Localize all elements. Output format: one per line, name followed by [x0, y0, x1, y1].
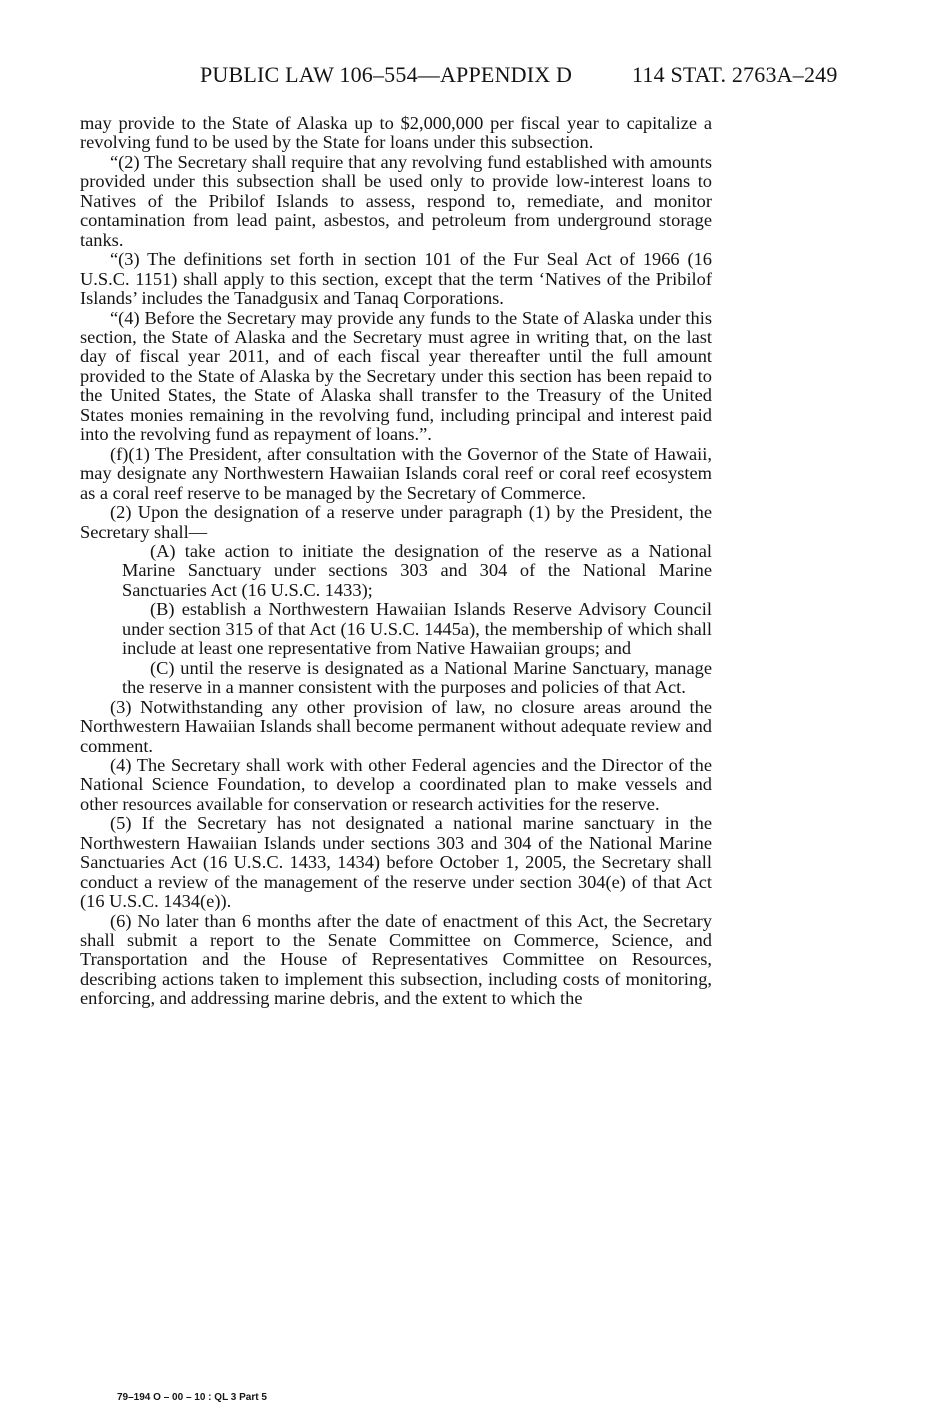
paragraph: may provide to the State of Alaska up to $2,000,000 per fiscal year to capitalize a revolving fund to be used by the State for loans under this subsection.: [80, 113, 712, 153]
paragraph: “(4) Before the Secretary may provide any funds to the State of Alaska under this section, the State of Alaska and the Secretary must agree in writing that, on the last day of fiscal year 2011, and of each fiscal year thereafter until the full amount provided to the State of Alaska by the Secretary under this section has been repaid to the United States, the State of Alaska shall transfer to the Treasury of the United States monies remaining in the revolving fund, including principal and interest paid into the revolving fund as repayment of loans.”.: [80, 307, 712, 445]
subparagraph: (A) take action to initiate the designation of the reserve as a National Marine Sanctuary under sections 303 and 304 of the National Marine Sanctuaries Act (16 U.S.C. 1433);: [122, 540, 712, 600]
paragraph: (2) Upon the designation of a reserve under paragraph (1) by the President, the Secretary shall—: [80, 502, 712, 542]
page-header: [200, 62, 860, 88]
paragraph: (f)(1) The President, after consultation with the Governor of the State of Hawaii, may designate any Northwestern Hawaiian Islands coral reef or coral reef ecosystem as a coral reef reserve to be managed by the Secretary of Commerce.: [80, 443, 712, 503]
subparagraph: (B) establish a Northwestern Hawaiian Islands Reserve Advisory Council under section 315 of that Act (16 U.S.C. 1445a), the membership of which shall include at least one representative from Native Hawaiian groups; and: [122, 599, 712, 659]
paragraph: (5) If the Secretary has not designated a national marine sanctuary in the Northwestern Hawaiian Islands under sections 303 and 304 of the National Marine Sanctuaries Act (16 U.S.C. 1433, 1434) before October 1, 2005, the Secretary shall conduct a review of the management of the reserve under section 304(e) of that Act (16 U.S.C. 1434(e)).: [80, 813, 712, 912]
paragraph: (6) No later than 6 months after the date of enactment of this Act, the Secretary shall submit a report to the Senate Committee on Commerce, Science, and Transportation and the House of Representatives Committee on Resources, describing actions taken to implement this subsection, including costs of monitoring, enforcing, and addressing marine debris, and the extent to which the: [80, 910, 712, 1009]
paragraph: (3) Notwithstanding any other provision of law, no closure areas around the Northwestern Hawaiian Islands shall become permanent without adequate review and comment.: [80, 696, 712, 756]
document-body: [80, 114, 712, 1009]
paragraph: “(2) The Secretary shall require that any revolving fund established with amounts provided under this subsection shall be used only to provide low-interest loans to Natives of the Pribilof Islands to assess, respond to, remediate, and monitor contamination from lead paint, asbestos, and petroleum from underground storage tanks.: [80, 151, 712, 250]
print-code: 79–194 O – 00 – 10 : QL 3 Part 5: [117, 1392, 267, 1403]
subparagraph: (C) until the reserve is designated as a National Marine Sanctuary, manage the reserve in a manner consistent with the purposes and policies of that Act.: [122, 657, 712, 698]
statute-reference: 114 STAT. 2763A–249: [632, 62, 838, 87]
running-head: PUBLIC LAW 106–554—APPENDIX D: [200, 62, 573, 87]
paragraph: “(3) The definitions set forth in section 101 of the Fur Seal Act of 1966 (16 U.S.C. 1151) shall apply to this section, except that the term ‘Natives of the Pribilof Islands’ includes the Tanadgusix and Tanaq Corporations.: [80, 249, 712, 309]
paragraph: (4) The Secretary shall work with other Federal agencies and the Director of the National Science Foundation, to develop a coordinated plan to make vessels and other resources available for conservation or research activities for the reserve.: [80, 754, 712, 814]
